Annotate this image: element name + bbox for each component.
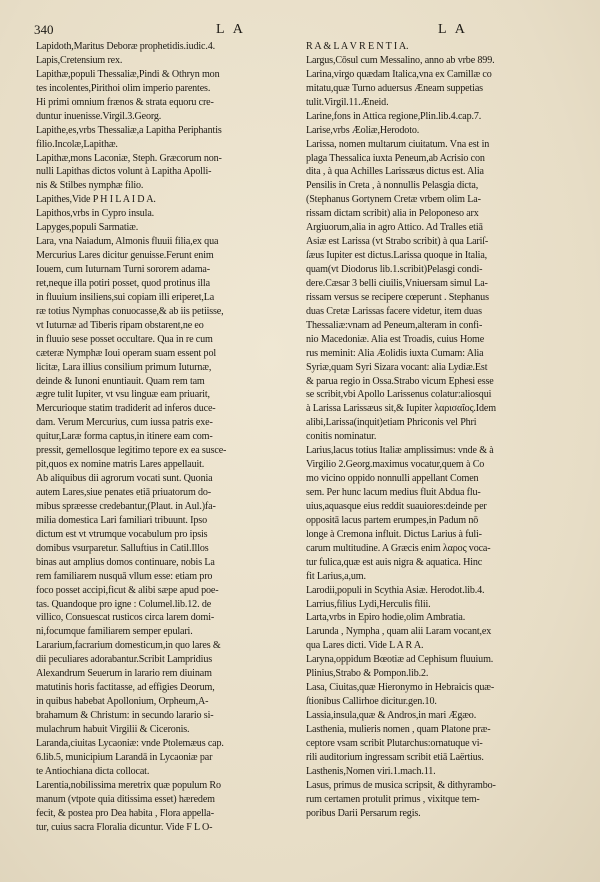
text-line: Larine,fons in Attica regione,Plin.lib.4.cap.7. [306,110,482,122]
text-line: Lapis,Cretensium rex. [36,54,123,66]
text-line: rili auditorium ingressam scribit etiā Laërtius. [306,751,484,763]
text-line: Lasus, primus de musica scripsit, & dithyrambo- [306,779,496,791]
text-line: Larodii,populi in Scythia Asiæ. Herodot.lib.4. [306,584,485,596]
text-line: qua Lares dicti. Vide L A R A. [306,640,424,652]
text-line: Lasa, Ciuitas,quæ Hieronymo in Hebraicis quæ- [306,682,495,694]
text-line: nis & Stilbes nymphæ filio. [36,180,144,192]
text-line: fit Larius,a,um. [306,570,366,582]
text-line: Argiuorum,alia in agro Attico. Ad Tralles etiā [306,222,483,234]
text-line: foco posset accipi,ficut & alibi sæpe apud poe- [36,584,219,596]
text-line: tulit.Virgil.11.Æneid. [306,96,389,108]
text-line: Larise,vrbs Æoliæ,Herodoto. [306,124,420,136]
text-line: Thessaliæ:vnam ad Peneum,alteram in confi- [306,319,483,331]
text-line: carum multitudine. A Græcis enim λαρος voca- [306,542,491,554]
text-line: filio.Incolæ,Lapithæ. [36,138,118,150]
text-line: mibus spræesse credebantur,(Plaut. in Aul.)fa- [36,500,216,512]
text-line: in quibus habebat Apollonium, Orpheum,A- [36,696,209,708]
text-line: matutinis horis factitasse, ad effigies Deorum, [36,682,215,694]
text-line: brahamum & Christum: in secundo larario si- [36,710,214,721]
text-line: mulachrum habuit Virgilii & Ciceronis. [36,723,190,735]
text-line: Lararium,facrarium domesticum,in quo lares & [36,640,221,652]
text-line: tas. Quandoque pro igne : Columel.lib.12. de [36,598,212,610]
text-line: tes incolentes,Pirithoi olim imperio parentes. [36,82,211,94]
text-line: rissam versus se recipere cœperunt . Stephanus [306,291,489,303]
text-line: conitis nominatur. [306,431,377,443]
text-line: Plinius,Strabo & Pompon.lib.2. [306,668,429,680]
text-line: dii peculiares adorabantur.Scribit Lampridius [36,654,213,666]
text-line: Larrius,filius Lydi,Herculis filii. [306,598,431,610]
text-line: licitæ, Lara illius consilium primum Iuturnæ, [36,361,212,373]
text-line: ni,focumque familiarem semper epulari. [36,626,193,638]
text-line: poribus Darii Persarum regis. [306,807,421,819]
text-line: duas Cretæ Larissas facere videtur, item duas [306,305,482,317]
text-line: Mercurioque statim tradiderit ad inferos duce- [36,403,216,415]
text-line: dita , à qua Achilles Larissæus dictus est. Alia [306,166,484,178]
text-line: Pensilis in Creta , à nonnullis Pelasgia dicta, [306,180,479,192]
text-line: fecit, & postea pro Dea habita , Flora appella- [36,807,214,819]
text-line: Mercurius Lares dicitur genuisse.Ferunt enim [36,250,214,262]
text-line: rus meminit: Alia Æolidis iuxta Cumam: Alia [306,347,484,359]
text-line: Laryna,oppidum Bœotiæ ad Cephisum fluuium. [306,654,494,666]
text-line: se scribit,vbi Apollo Larissenus colatur:aliosqui [306,389,492,401]
text-line: Ab aliquibus dii agrorum vocati sunt. Quonia [36,473,213,485]
text-line: autem Lares,siue penates etiā priuatorum do- [36,487,212,498]
text-line: Lapithe,es,vrbs Thessaliæ,a Lapitha Periphantis [36,124,222,136]
text-line: quitur,Laræ forma captus,in itinere eam com- [36,431,213,443]
text-line: mitatu,quæ Turno aduersus Æneam suppetias [306,82,483,94]
header-letters-right: L A [438,22,468,37]
text-line: manum (vtpote quia ditissima esset) hæredem [36,793,215,805]
text-line: quam(vt Diodorus lib.1.scribit)Pelasgi condi- [306,264,483,275]
text-line: milia domestica Lari familiari tribuunt. Ipso [36,514,207,526]
text-line: ræ totius Nymphas conuocasse,& ab iis petiisse, [36,305,224,317]
text-line: mo vicino oppido nonnulli appellant Comen [306,473,479,485]
text-line: Hi primi omnium frænos & strata equoru cre- [36,96,214,108]
text-line: rissam dictam scribit) alia in Peloponeso arx [306,208,479,220]
text-line: villico, Consuescat rusticos circa larem domi- [36,612,215,624]
text-line: Larta,vrbs in Epiro hodie,olim Ambratia. [306,612,466,624]
text-line: rem familiarem nusquā vllum esse: etiam pro [36,570,213,582]
text-line: uius,aquasque eius reddit suauiores:deinde per [306,500,487,512]
text-line: longe à Cremona influit. Dictus Larius à fuli- [306,528,482,540]
text-line: pit,quos ex nomine matris Lares appellauit. [36,459,205,471]
text-line: vt Iuturnæ ad Tiberis ripam obstarent,ne eo [36,319,204,331]
text-line: nulli Lapithas dictos volunt à Lapitha Apolli- [36,166,212,178]
text-line: binas aut amplius domos continuare, nobis La [36,556,215,568]
text-line: Laranda,ciuitas Lycaoniæ: vnde Ptolemæus cap. [36,737,224,749]
text-line: nio Macedoniæ. Alia est Troadis, cuius Home [306,333,485,345]
text-line: pressit, gemellosque legitimo tepore ex ea susce- [36,445,227,457]
text-line: ceptore vsam scribit Plutarchus:ornatuque vi- [306,737,483,749]
header-letters-left: L A [216,22,246,37]
text-line: domibus vsurparetur. Salluftius in Catil.Illos [36,542,209,554]
text-line: Lasthenis,Nomen viri.1.mach.11. [306,765,436,777]
running-header [0,22,600,42]
text-line: oppositā lacus partem erumpes,in Padum nō [306,514,479,526]
text-line: tur fulica,quæ est auis nigra & aquatica. Hinc [306,556,483,568]
text-line: Iouem, cum Iuturnam Turni sororem adama- [36,264,210,275]
text-line: Lapidoth,Maritus Deboræ prophetidis.iudic.4. [36,41,215,52]
text-line: 6.lib.5, municipium Larandā in Lycaoniæ par [36,751,213,763]
text-line: à Larissa Larissæus sit,& Iupiter λαρισαῖος.Idem [306,403,496,415]
text-line: rum certamen protulit primus , vixitque tem- [306,793,480,805]
text-line: tur, cuius sacra Floralia dicuntur. Vide F L O- [36,821,213,833]
text-line: Lassia,insula,quæ & Andros,in mari Ægæo. [306,710,477,721]
text-line: R A & L A V R E N T I A. [306,41,409,52]
text-line: Larunda , Nympha , quam alii Laram vocant,ex [306,626,492,638]
text-line: Lapithes,Vide P H I L A I D A. [36,194,156,206]
text-line: Lapyges,populi Sarmatiæ. [36,222,139,234]
text-line: sem. Per hunc lacum medius fluit Abdua flu- [306,487,481,498]
text-line: (Stephanus Gortynem Cretæ vrbem olim La- [306,194,481,206]
text-line: alibi,Larissa(inquit)etiam Phriconis vel Phri [306,417,477,429]
text-line: Lara, vna Naiadum, Almonis fluuii filia,ex qua [36,236,219,248]
text-line: dere.Cæsar 3 belli ciuilis,Vniuersam simul La- [306,277,488,289]
text-line: in fluuio sese posset occultare. Qua in re cum [36,333,213,345]
text-line: Lasthenia, mulieris nomen , quam Platone præ- [306,723,491,735]
text-line: plaga Thessalica iuxta Peneum,ab Acrisio con [306,152,485,164]
text-line: Largus,Cōsul cum Messalino, anno ab vrbe 899. [306,54,495,66]
text-line: Alexandrum Seuerum in larario rem diuinam [36,668,212,680]
text-line: Larentia,nobilissima meretrix quæ populum Ro [36,779,221,791]
left-text-column [36,40,302,834]
text-line: Lapithos,vrbs in Cypro insula. [36,208,155,220]
text-line: Lapithæ,mons Laconiæ, Steph. Græcorum non- [36,152,222,164]
text-line: deinde & Iunoni enuntiauit. Quam rem tam [36,375,205,387]
text-line: Larissa, nomen multarum ciuitatum. Vna est in [306,138,490,150]
text-line: ſtionibus Callirhoe dicitur.gen.10. [306,696,437,708]
text-line: dam. Verum Mercurius, cum iussa patris exe- [36,417,213,429]
text-line: Lapithæ,populi Thessaliæ,Pindi & Othryn mon [36,68,220,80]
text-line: & parua regio in Ossa.Strabo vicum Ephesi esse [306,375,494,387]
text-line: Asiæ est Larissa (vt Strabo scribit) à qua Lariſ- [306,236,489,248]
text-line: Larius,lacus totius Italiæ amplissimus: vnde & à [306,445,494,457]
text-line: cæteræ Nymphæ Ioui operam suam essent pol [36,347,216,359]
text-line: dictum est vt vtrumque vocabulum pro ipsis [36,528,208,540]
right-text-column [306,40,572,821]
text-line: Larina,virgo quædam Italica,vna ex Camillæ co [306,68,492,80]
text-line: ægre tulit Iupiter, vt vsu linguæ eam priuarit, [36,389,210,401]
page-number: 340 [34,22,54,37]
text-line: Virgilio 2.Georg.maximus vocatur,quem à Co [306,459,485,471]
text-line: ret,neque illa potiri posset, quod protinus illa [36,277,210,289]
text-line: duntur inuenisse.Virgil.3.Georg. [36,110,162,122]
text-line: te Antiochiana dicta collocat. [36,765,150,777]
text-line: ſæus Iupiter est dictus.Larissa quoque in Italia, [306,250,488,262]
text-line: in fluuium insiliens,sui copiam illi eriperet,La [36,291,215,303]
text-line: Syriæ,quam Syri Sizara vocant: alia Lydiæ.Est [306,361,488,373]
